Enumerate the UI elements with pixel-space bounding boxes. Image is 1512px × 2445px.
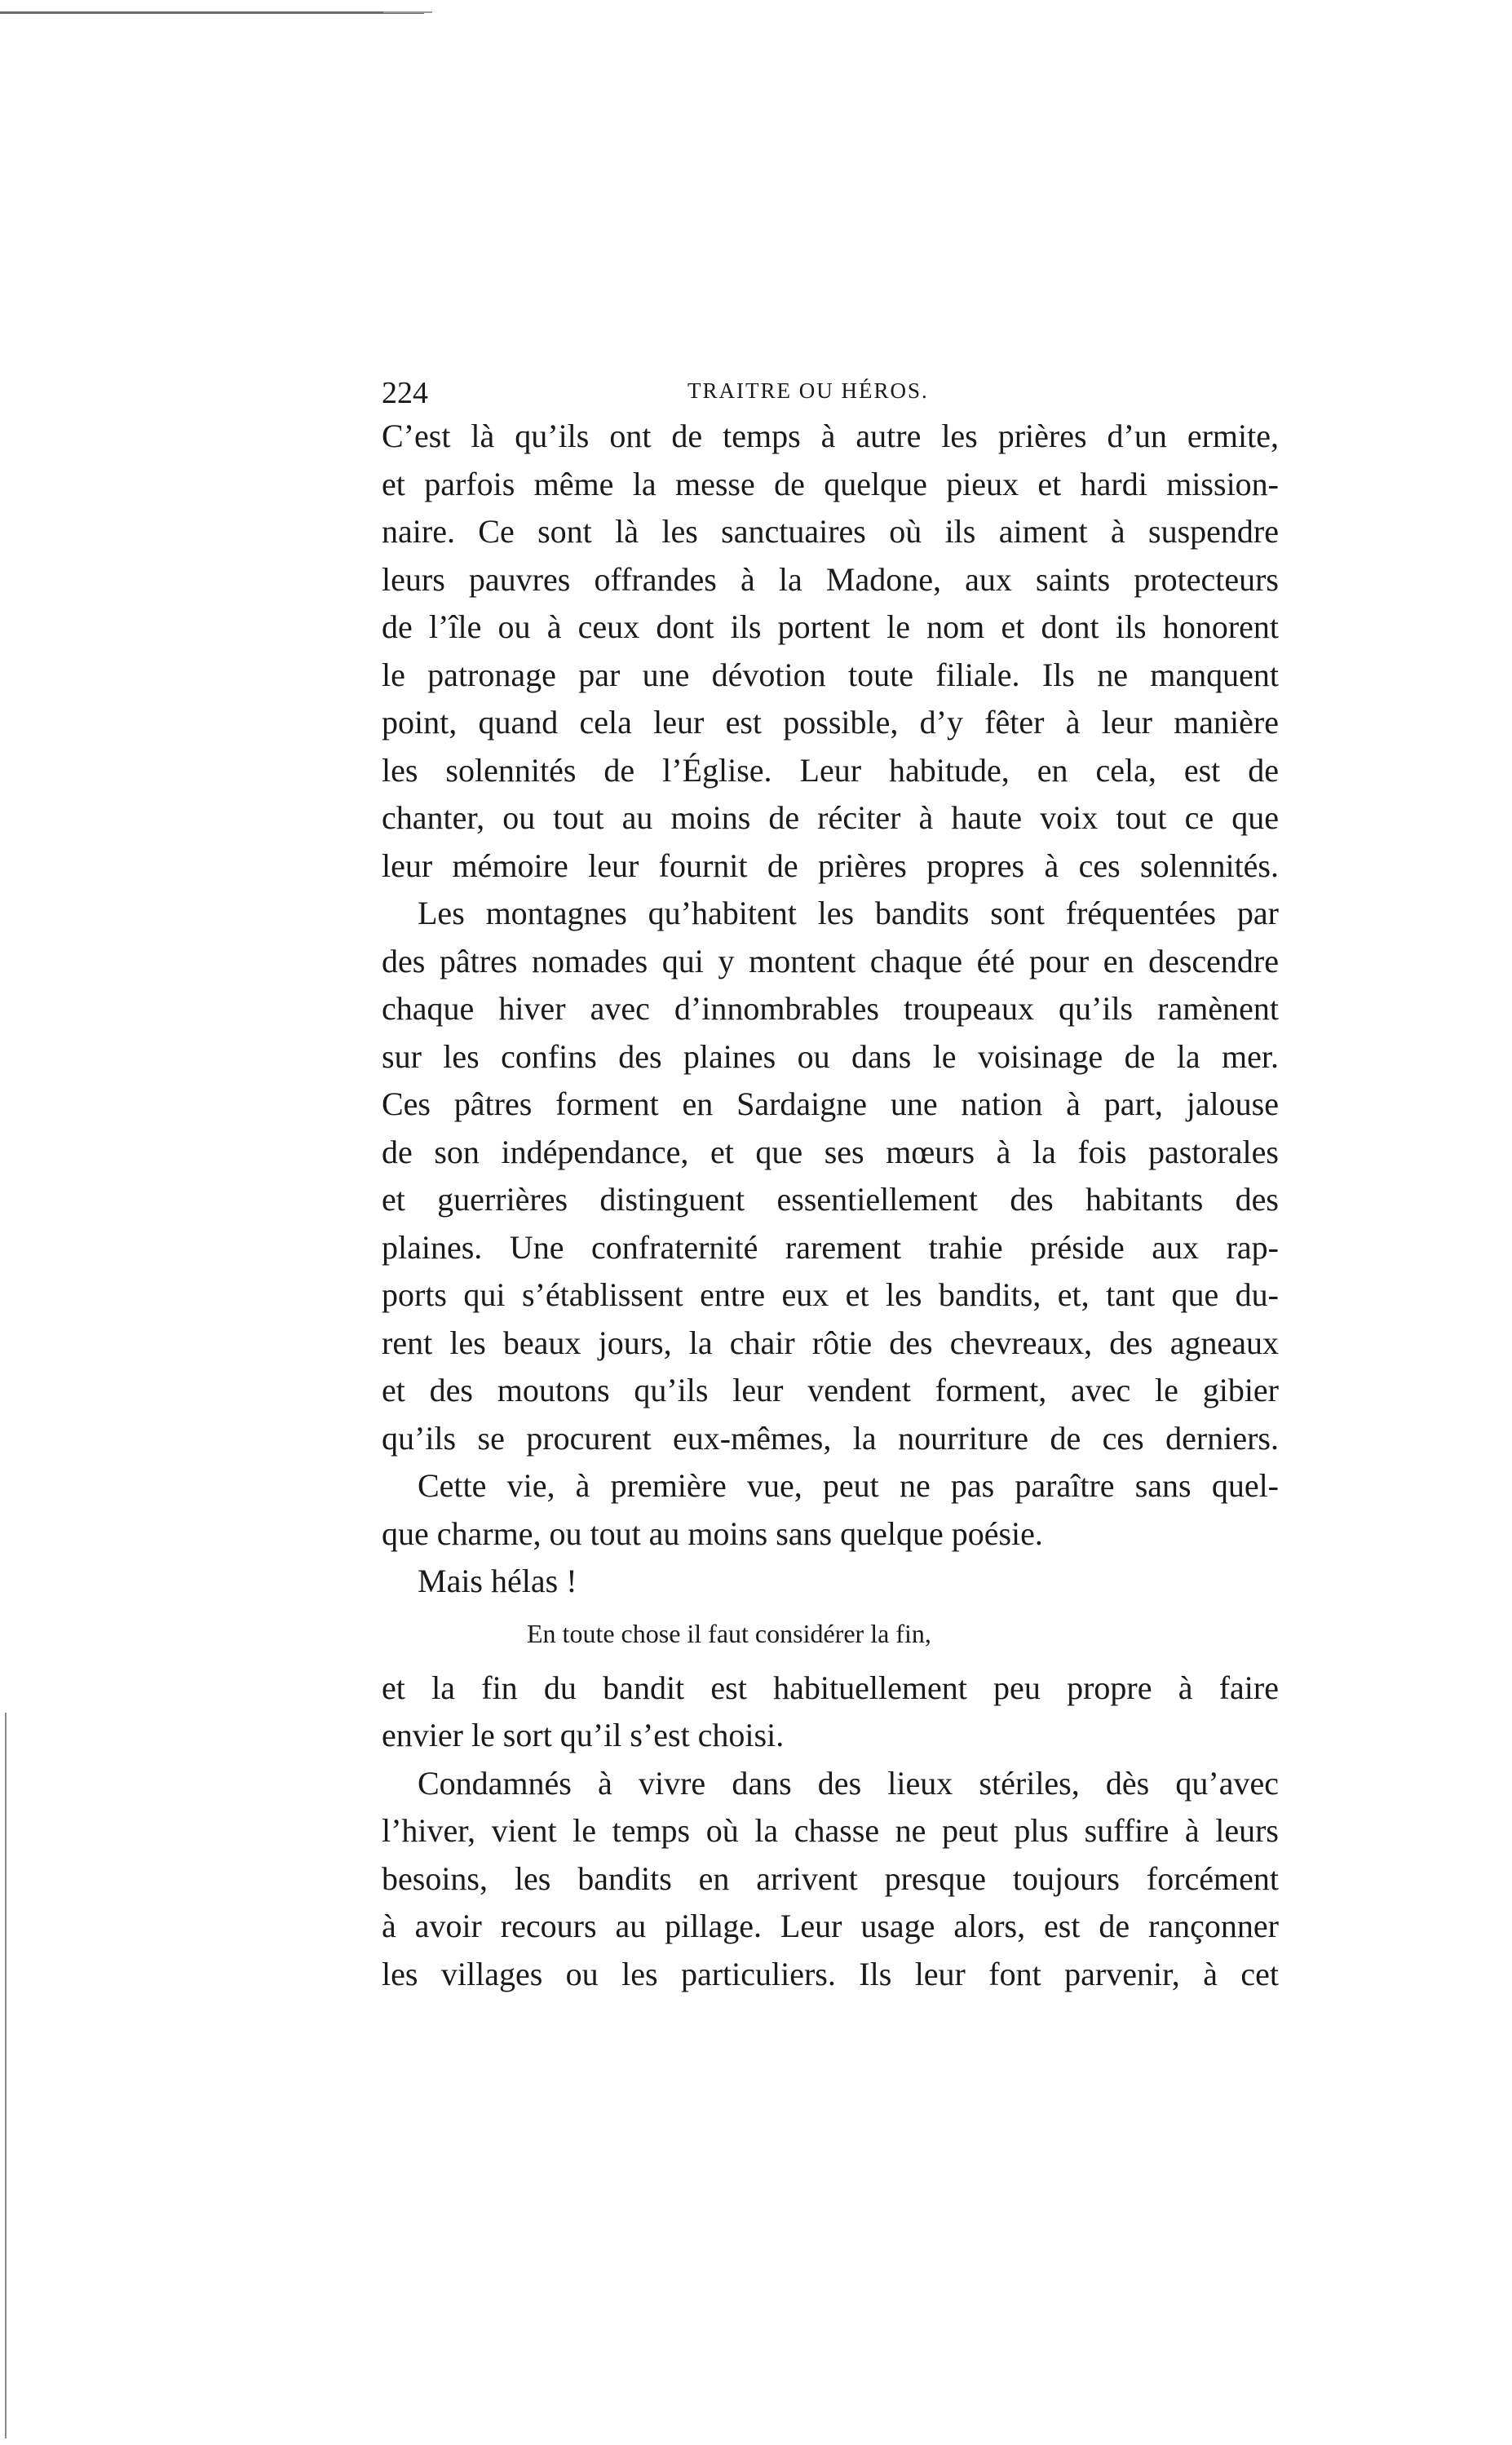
page-number: 224 <box>382 376 428 410</box>
text-line: des pâtres nomades qui y montent chaque été pour en descendre <box>382 942 1279 979</box>
text-line: rent les beaux jours, la chair rôtie des chevreaux, des agneaux <box>382 1324 1279 1361</box>
scan-edge-rule <box>5 1713 7 2438</box>
text-line: Ces pâtres forment en Sardaigne une nation à part, jalouse <box>382 1085 1279 1122</box>
text-line: C’est là qu’ils ont de temps à autre les prières d’un ermite, <box>382 418 1279 454</box>
text-line: les villages ou les particuliers. Ils leur font parvenir, à cet <box>382 1955 1279 1992</box>
paragraph-start-line: Condamnés à vivre dans des lieux stériles, dès qu’avec <box>418 1764 1279 1802</box>
text-line: point, quand cela leur est possible, d’y fêter à leur manière <box>382 704 1279 741</box>
verse-quotation: En toute chose il faut considérer la fin, <box>527 1618 931 1648</box>
text-line: et guerrières distinguent essentiellement des habitants des <box>382 1181 1279 1218</box>
text-line: sur les confins des plaines ou dans le voisinage de la mer. <box>382 1037 1279 1075</box>
book-page <box>382 367 1279 1998</box>
text-line: envier le sort qu’il s’est choisi. <box>382 1717 785 1753</box>
text-line: chaque hiver avec d’innombrables troupeaux qu’ils ramènent <box>382 990 1279 1027</box>
text-line: de l’île ou à ceux dont ils portent le nom et dont ils honorent <box>382 608 1279 645</box>
paragraph-start-line: Mais hélas ! <box>418 1563 577 1599</box>
text-line: et parfois même la messe de quelque pieux et hardi mission- <box>382 465 1279 502</box>
text-line: besoins, les bandits en arrivent presque toujours forcément <box>382 1859 1279 1897</box>
text-line: ports qui s’établissent entre eux et les bandits, et, tant que du- <box>382 1276 1279 1313</box>
text-line: chanter, ou tout au moins de réciter à haute voix tout ce que <box>382 799 1279 836</box>
scan-edge-rule <box>0 11 424 14</box>
text-line: que charme, ou tout au moins sans quelque poésie. <box>382 1514 1043 1552</box>
running-head <box>382 367 1279 413</box>
text-line: qu’ils se procurent eux-mêmes, la nourriture de ces derniers. <box>382 1419 1279 1457</box>
paragraph-start-line: Cette vie, à première vue, peut ne pas paraître sans quel- <box>418 1467 1279 1504</box>
text-line: le patronage par une dévotion toute filiale. Ils ne manquent <box>382 656 1279 693</box>
paragraph-start-line: Les montagnes qu’habitent les bandits sont fréquentées par <box>418 895 1279 931</box>
scan-edge-rule <box>383 11 432 13</box>
text-line: les solennités de l’Église. Leur habitude, en cela, est de <box>382 751 1279 789</box>
text-line: et la fin du bandit est habituellement peu propre à faire <box>382 1669 1279 1706</box>
text-line: et des moutons qu’ils leur vendent forment, avec le gibier <box>382 1372 1279 1408</box>
text-line: plaines. Une confraternité rarement trahie préside aux rap- <box>382 1228 1279 1266</box>
text-line: leur mémoire leur fournit de prières propres à ces solennités. <box>382 847 1279 884</box>
text-line: leurs pauvres offrandes à la Madone, aux saints protecteurs <box>382 560 1279 598</box>
text-line: l’hiver, vient le temps où la chasse ne peut plus suffire à leurs <box>382 1812 1279 1849</box>
running-title: TRAITRE OU HÉROS. <box>687 378 929 403</box>
text-line: à avoir recours au pillage. Leur usage alors, est de rançonner <box>382 1908 1279 1944</box>
body-text <box>382 413 1279 1998</box>
text-line: naire. Ce sont là les sanctuaires où ils aiment à suspendre <box>382 513 1279 550</box>
text-line: de son indépendance, et que ses mœurs à la fois pastorales <box>382 1133 1279 1170</box>
